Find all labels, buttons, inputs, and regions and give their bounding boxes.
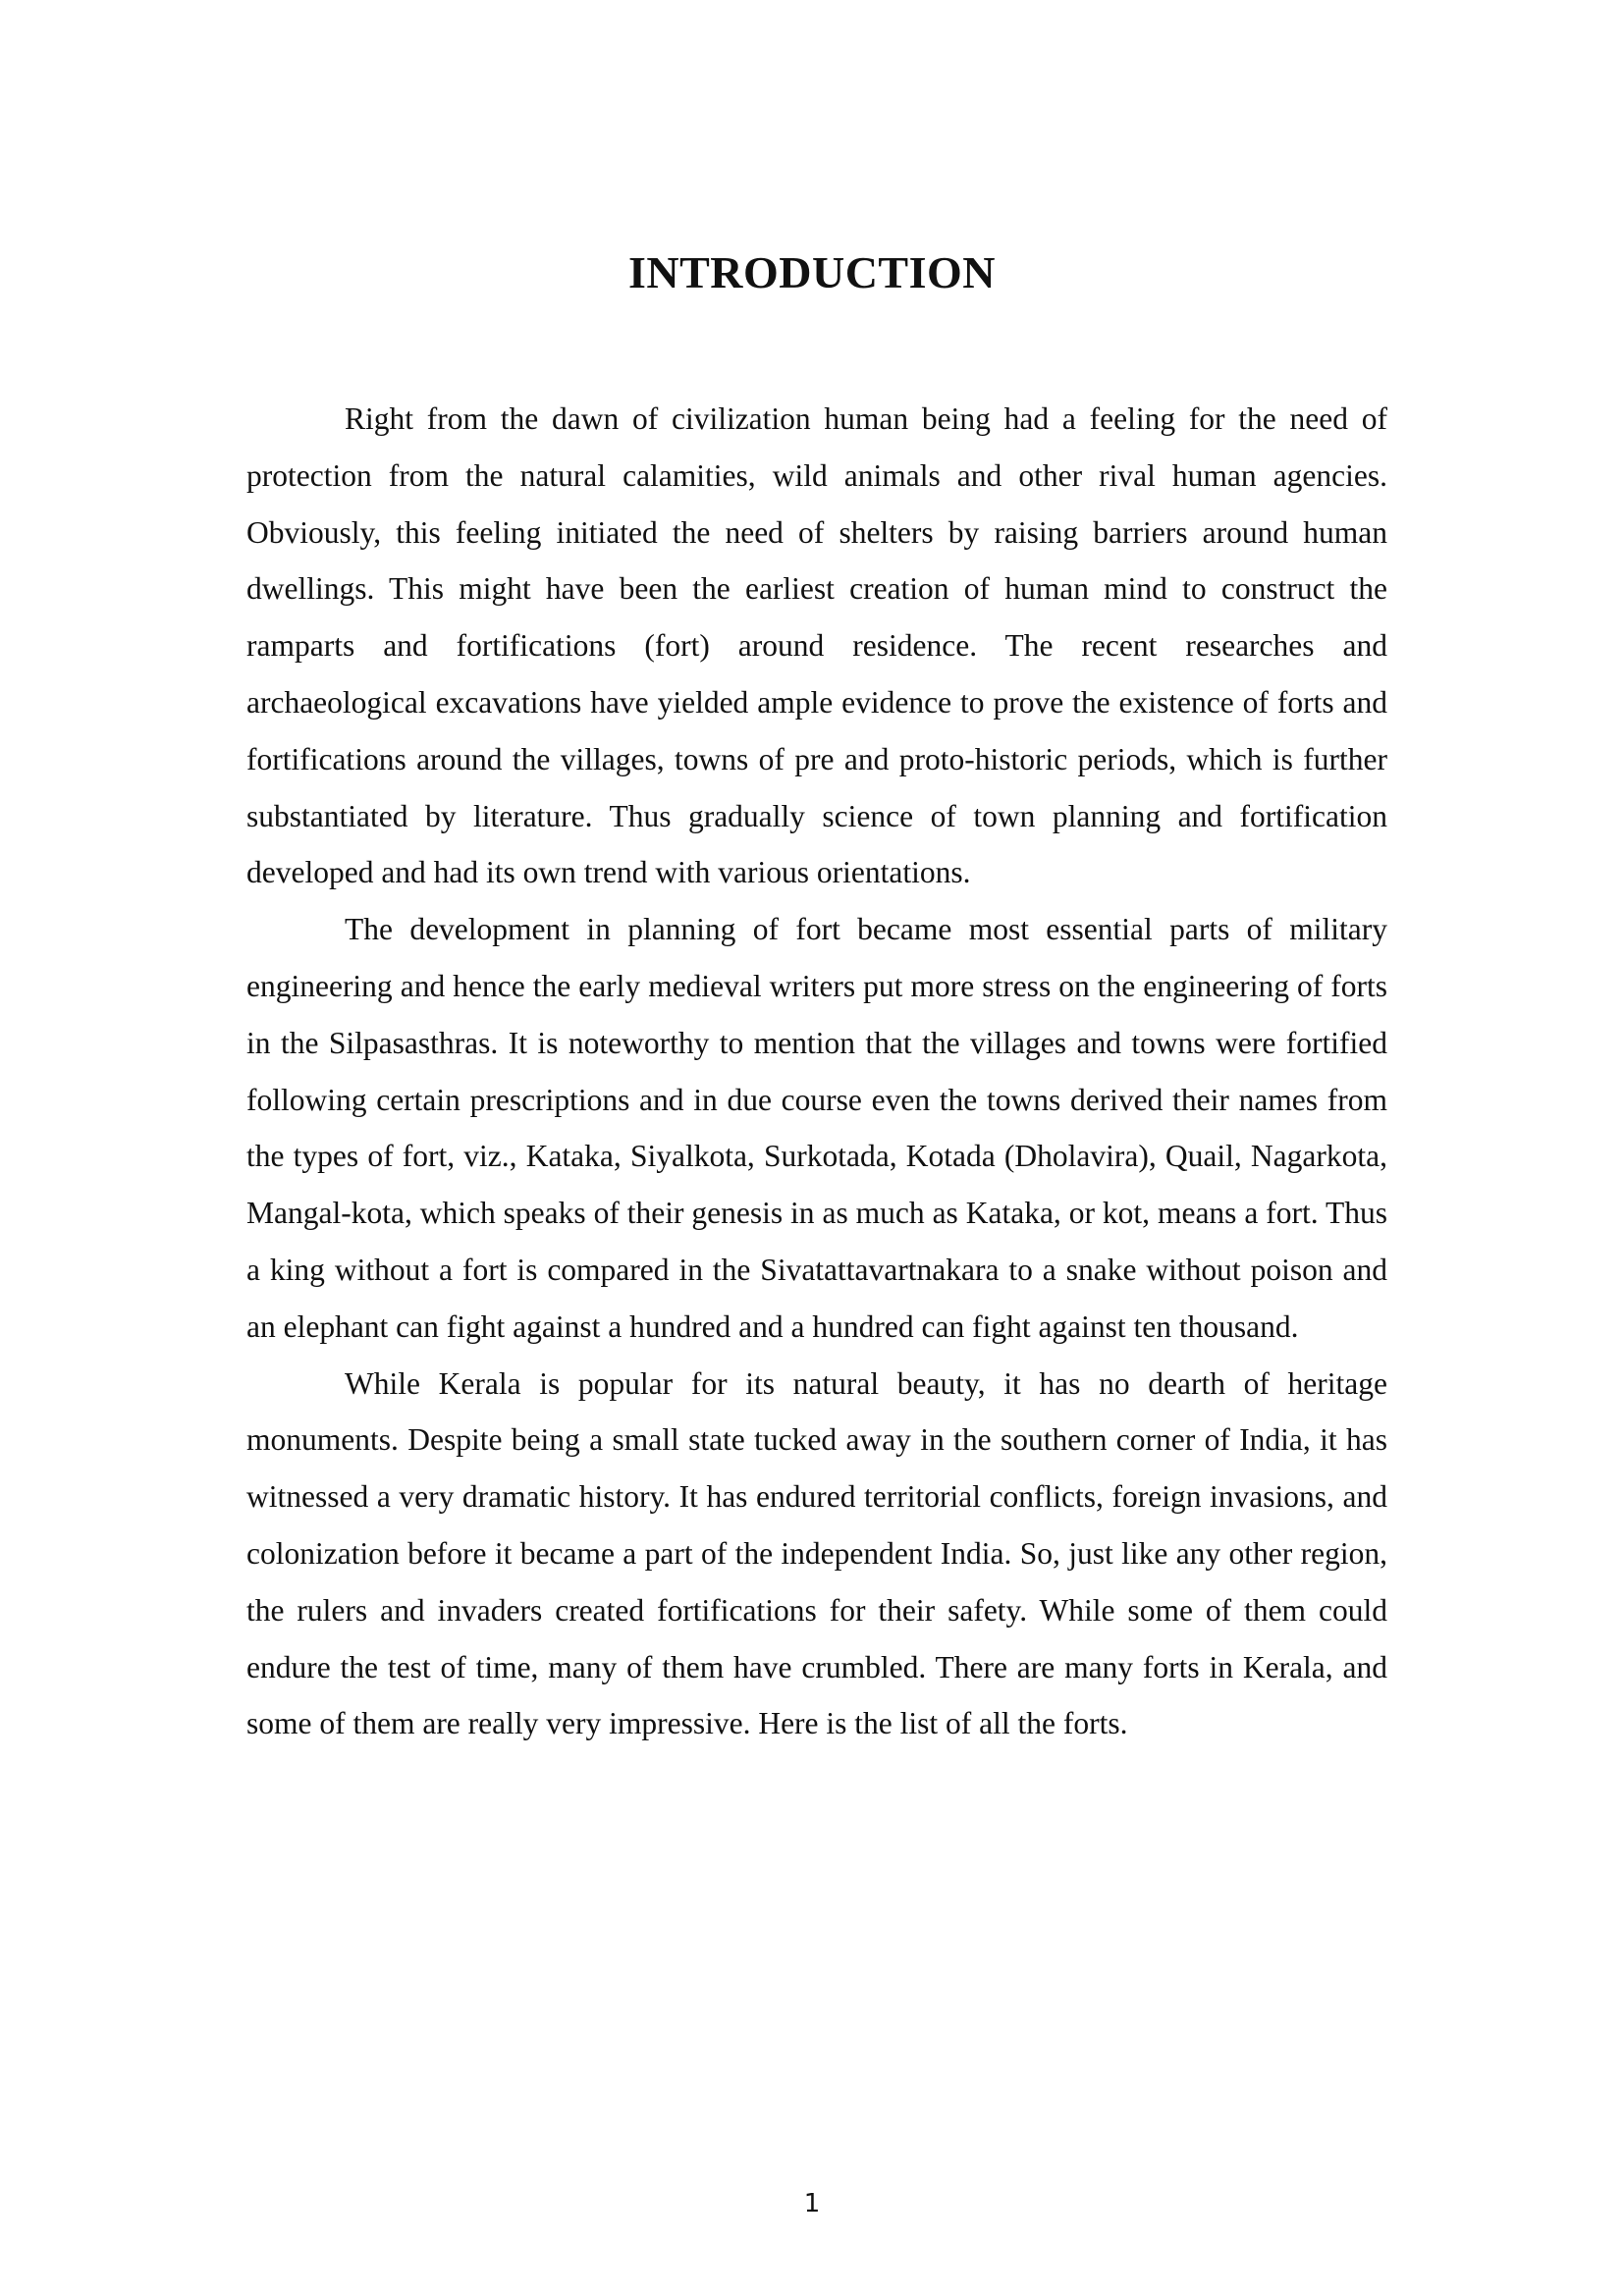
page-title: INTRODUCTION	[627, 247, 997, 297]
page-number: 1	[803, 2189, 821, 2218]
body-text	[246, 391, 1387, 1752]
paragraph-1: Right from the dawn of civilization human being had a feeling for the need of protection from the natural calamities, wild animals and other rival human agencies. Obviously, this feeling initiated the need of shelters by raising barriers around human dwellings. This might have been the earliest creation of human mind to construct the ramparts and fortifications (fort) around residence. The recent researches and archaeological excavations have yielded ample evidence to prove the existence of forts and fortifications around the villages, towns of pre and proto-historic periods, which is further substantiated by literature. Thus gradually science of town planning and fortification developed and had its own trend with various orientations.	[246, 401, 1387, 890]
paragraph-3: While Kerala is popular for its natural beauty, it has no dearth of heritage monuments. Despite being a small state tucked away in the southern corner of India, it has witnessed a very dramatic history. It has endured territorial conflicts, foreign invasions, and colonization before it became a part of the independent India. So, just like any other region, the rulers and invaders created fortifications for their safety. While some of them could endure the test of time, many of them have crumbled. There are many forts in Kerala, and some of them are really very impressive. Here is the list of all the forts.	[246, 1365, 1387, 1741]
paragraph-2: The development in planning of fort became most essential parts of military engineering and hence the early medieval writers put more stress on the engineering of forts in the Silpasasthras. It is noteworthy to mention that the villages and towns were fortified following certain prescriptions and in due course even the towns derived their names from the types of fort, viz., Kataka, Siyalkota, Surkotada, Kotada (Dholavira), Quail, Nagarkota, Mangal-kota, which speaks of their genesis in as much as Kataka, or kot, means a fort. Thus a king without a fort is compared in the Sivatattavartnakara to a snake without poison and an elephant can fight against a hundred and a hundred can fight against ten thousand.	[246, 912, 1387, 1344]
